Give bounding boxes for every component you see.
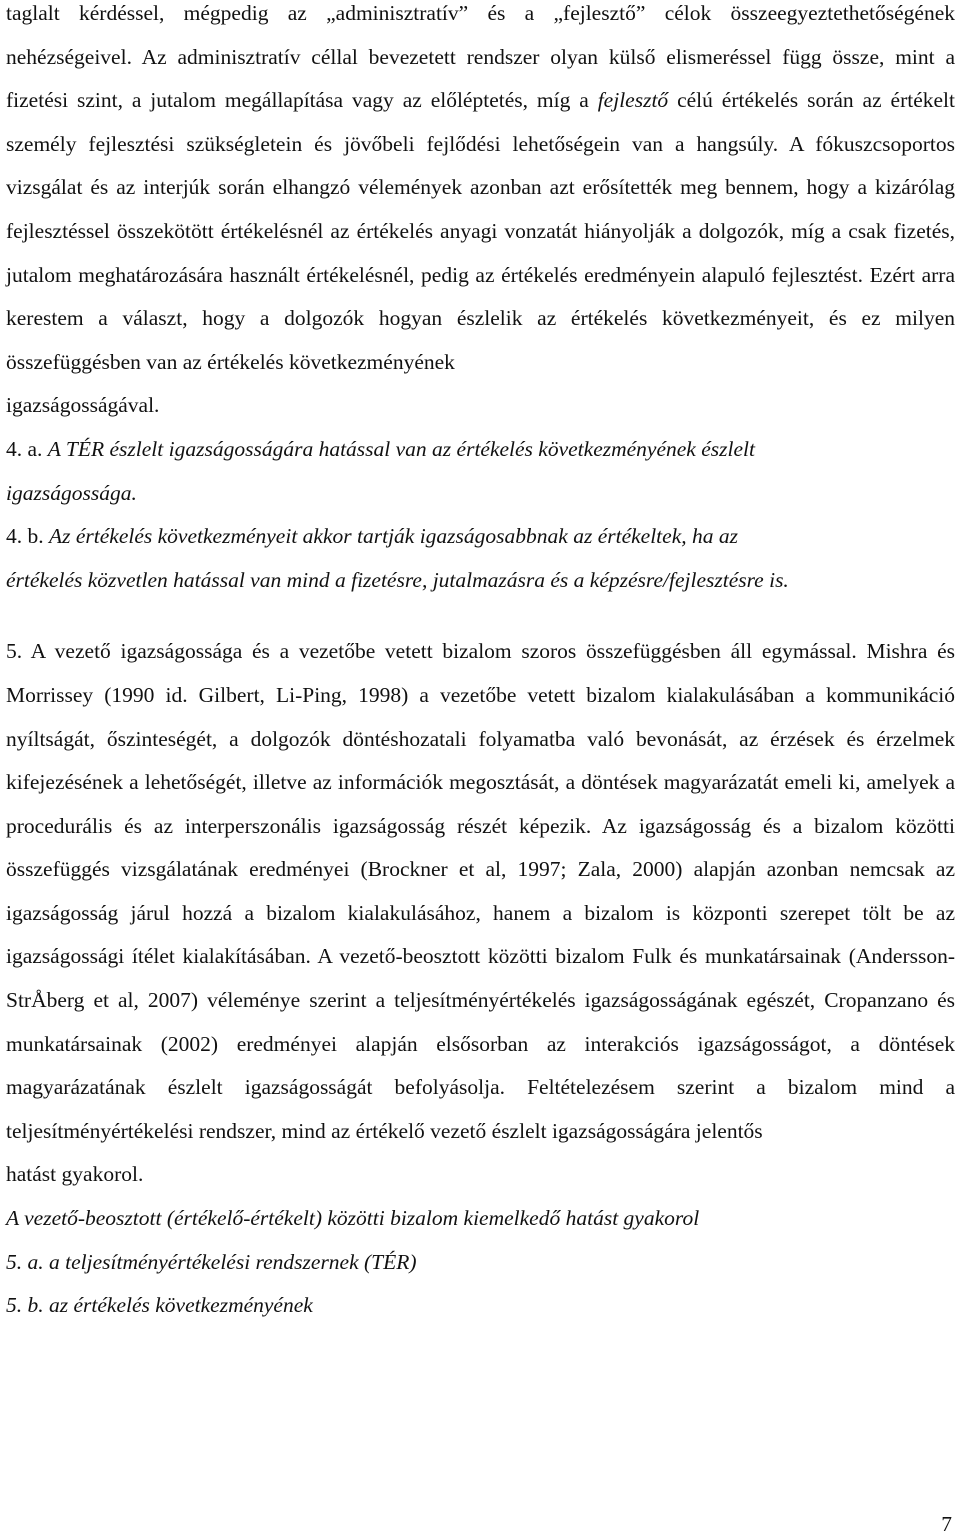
hypothesis-4b bbox=[6, 515, 955, 559]
text-line: interperszonális igazságosság részét képezik. Az igazságosság és a bizalom közötti bbox=[184, 813, 955, 838]
page-number: 7 bbox=[941, 1512, 952, 1536]
text-line: összeegyeztethetőségének nehézségeivel. Az adminisztratív céllal bevezetett rendszer olyan bbox=[6, 1, 955, 69]
text-line: észlelt igazságosságát befolyásolja. Feltételezésem szerint a bizalom mind a bbox=[167, 1075, 956, 1100]
text-line: nemcsak az igazságosság járul hozzá a bizalom kialakulásához, hanem a bizalom is központi bbox=[6, 857, 955, 925]
text-line: taglalt kérdéssel, mégpedig az „adminisztratív” és a „fejlesztő” célok bbox=[6, 1, 712, 25]
hypothesis-5: A vezető-beosztott (értékelő-értékelt) közötti bizalom kiemelkedő hatást gyakorol bbox=[6, 1206, 700, 1231]
text-line: és munkatársainak (Andersson-StrÅberg et al, 2007) véleménye szerint a bbox=[6, 944, 956, 1013]
body-paragraph-5 bbox=[6, 630, 955, 1153]
text-line: fejlesztéssel összekötött értékelésnél az értékelés anyagi vonzatát hiányolják a dolgozók, míg bbox=[6, 218, 825, 243]
hypothesis-5b: 5. b. az értékelés következményének bbox=[6, 1293, 313, 1318]
text-line: 5. A vezető igazságossága és a vezetőbe vetett bizalom szoros összefüggésben áll egymással. bbox=[6, 639, 857, 664]
body-paragraph bbox=[6, 0, 955, 384]
hypothesis-text: Az értékelés következményeit akkor tartják igazságosabbnak az értékeltek, ha az bbox=[49, 524, 738, 549]
document-page bbox=[6, 0, 955, 1328]
text-line: eredményei alapján elsősorban az interakciós igazságosságot, a döntések magyarázatának bbox=[6, 1031, 956, 1100]
text-line: teljesítményértékelési rendszer, mind az értékelő vezető észlelt igazságosságára jelentős bbox=[6, 1118, 763, 1143]
hypothesis-5a: 5. a. a teljesítményértékelési rendszernek (TÉR) bbox=[6, 1249, 417, 1274]
text-line: folyamatba való bevonását, az érzések és érzelmek kifejezésének a lehetőségét, illetve az bbox=[6, 726, 956, 795]
hypothesis-number: 4. b. bbox=[6, 524, 49, 549]
emphasis-text: fejlesztő bbox=[597, 88, 669, 113]
hypothesis-4b-end: értékelés közvetlen hatással van mind a fizetésre, jutalmazásra és a képzésre/fejlesztésre is. bbox=[6, 567, 789, 592]
text-line: teljesítményértékelés igazságosságának egészét, Cropanzano és munkatársainak (2002) bbox=[6, 988, 956, 1056]
text-line: jövőbeli fejlődési lehetőségein van a hangsúly. A fókuszcsoportos vizsgálat és az interjúk bbox=[6, 131, 955, 200]
hypothesis-number: 4. a. bbox=[6, 436, 48, 461]
text-line: összefüggés vizsgálatának eredményei (Brockner et al, 1997; Zala, 2000) alapján azonban bbox=[6, 857, 839, 882]
text-line: célú értékelés során az értékelt személy fejlesztési szükségletein és bbox=[6, 88, 955, 156]
hypothesis-4a-end: igazságossága. bbox=[6, 480, 137, 505]
text-line: kialakulásában a kommunikáció nyíltságát, őszinteségét, a dolgozók döntéshozatali bbox=[6, 682, 956, 751]
text-line: információk megosztását, a döntések magyarázatát emeli ki, amelyek a procedurális és az bbox=[6, 770, 956, 838]
text-line: során elhangzó vélemények azonban azt erősítették meg bennem, hogy a kizárólag bbox=[218, 175, 955, 200]
text-line: külső elismeréssel függ össze, mint a fizetési szint, a jutalom megállapítása vagy az bbox=[6, 44, 955, 113]
hypothesis-text: A TÉR észlelt igazságosságára hatással van az értékelés következményének észlelt bbox=[47, 436, 755, 461]
text-line: a csak fizetés, jutalom meghatározására használt értékelésnél, pedig az értékelés eredményein bbox=[6, 218, 955, 287]
text-line: szerepet tölt be az igazságossági ítélet kialakításában. A vezető-beosztott közötti bizalom Fulk bbox=[6, 900, 955, 969]
paragraph-last-line: hatást gyakorol. bbox=[6, 1162, 144, 1187]
text-line: előléptetés, míg a bbox=[430, 88, 598, 113]
paragraph-last-line: igazságosságával. bbox=[6, 393, 160, 418]
hypothesis-4a bbox=[6, 428, 955, 472]
text-line: Mishra és Morrissey (1990 id. Gilbert, Li-Ping, 1998) a vezetőbe vetett bizalom bbox=[6, 639, 955, 707]
text-line: következményeit, és ez milyen összefüggésben van az értékelés következményének bbox=[6, 306, 955, 374]
text-line: alapuló fejlesztést. Ezért arra kerestem a választ, hogy a dolgozók hogyan észlelik az értékelés bbox=[6, 262, 956, 331]
